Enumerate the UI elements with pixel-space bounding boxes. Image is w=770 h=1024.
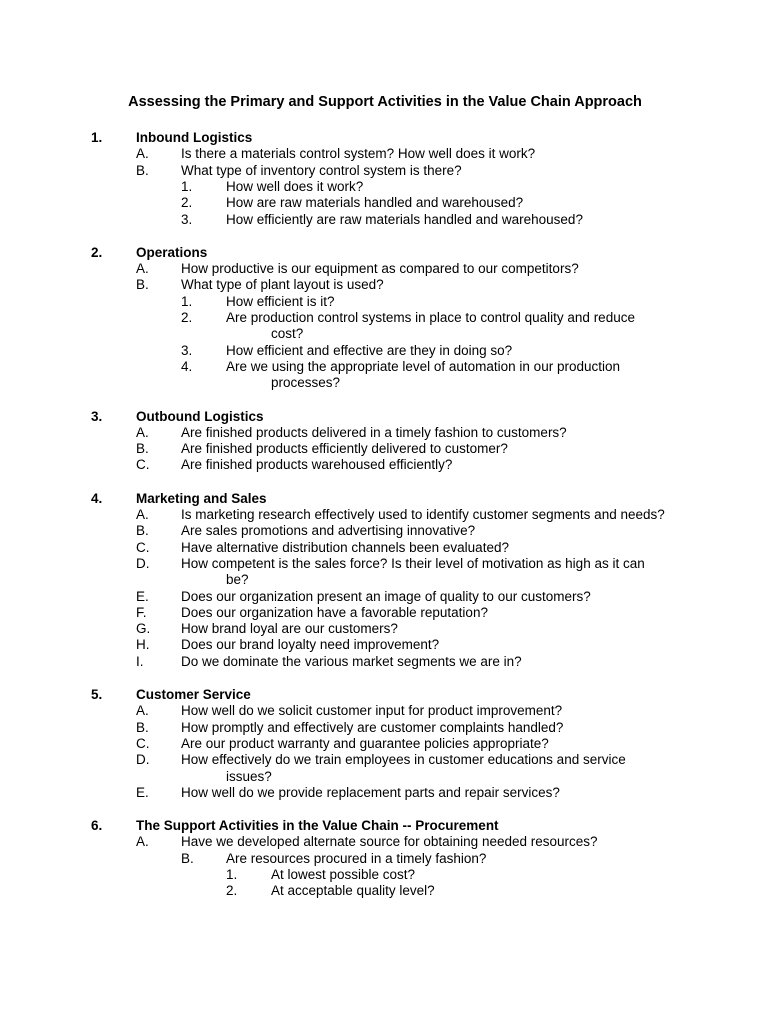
question-item-marker: B. xyxy=(136,719,149,735)
question-item-text: How productive is our equipment as compared to our competitors? xyxy=(181,261,579,277)
question-item-text: What type of plant layout is used? xyxy=(181,277,384,293)
question-item-marker: I. xyxy=(136,653,144,669)
question-item-text: Do we dominate the various market segments we are in? xyxy=(181,653,522,669)
question-item-marker: A. xyxy=(136,507,149,522)
question-item-text: Have alternative distribution channels been evaluated? xyxy=(181,539,509,555)
question-item-text-continued: issues? xyxy=(226,768,272,784)
sub-item-text: Are production control systems in place to control quality and reduce xyxy=(226,310,635,325)
sub-item-text: How are raw materials handled and warehoused? xyxy=(226,195,524,211)
sub-item-text-continued: cost? xyxy=(271,326,304,342)
sub-item-text: How efficient is it? xyxy=(226,293,335,309)
question-item-text: Are our product warranty and guarantee policies appropriate? xyxy=(181,735,549,751)
question-item-text: Is marketing research effectively used to identify customer segments and needs? xyxy=(181,507,665,522)
section-number: 5. xyxy=(91,687,103,702)
sub-item-marker: B. xyxy=(181,850,194,866)
sub-item-marker: 3. xyxy=(181,211,193,227)
sub-item-text: Are we using the appropriate level of automation in our production xyxy=(226,358,620,374)
section-number: 4. xyxy=(91,490,103,506)
question-item-text: How well do we provide replacement parts and repair services? xyxy=(181,784,560,800)
question-item-marker: B. xyxy=(136,277,149,293)
sub-item-text: How efficient and effective are they in doing so? xyxy=(226,342,513,358)
question-item-marker: E. xyxy=(136,588,149,604)
section-heading: Inbound Logistics xyxy=(136,130,253,145)
question-item-marker: F. xyxy=(136,604,147,620)
question-item-text-continued: be? xyxy=(226,572,249,588)
question-item-marker: C. xyxy=(136,457,150,473)
sub-item-marker: 3. xyxy=(181,342,193,358)
question-item-text: Does our organization present an image of quality to our customers? xyxy=(181,588,591,604)
question-item-marker: B. xyxy=(136,523,149,539)
section-number: 1. xyxy=(91,130,103,145)
sub-item-marker: 2. xyxy=(226,883,238,899)
section-heading: Operations xyxy=(136,244,208,260)
question-item-text: How competent is the sales force? Is their level of motivation as high as it can xyxy=(181,555,645,571)
page-title: Assessing the Primary and Support Activities in the Value Chain Approach xyxy=(128,94,642,110)
question-item-marker: E. xyxy=(136,784,149,800)
sub-item-marker: 1. xyxy=(226,867,238,882)
question-item-text: Does our organization have a favorable reputation? xyxy=(181,604,488,620)
question-item-marker: A. xyxy=(136,261,149,277)
section-number: 6. xyxy=(91,818,103,834)
question-item-text: Are finished products warehoused efficiently? xyxy=(181,457,453,473)
question-item-marker: B. xyxy=(136,441,149,457)
sub-item-marker: 1. xyxy=(181,178,193,194)
sub-item-marker: 2. xyxy=(181,195,193,211)
question-item-marker: B. xyxy=(136,162,149,178)
section-heading: Marketing and Sales xyxy=(136,490,267,506)
sub-item-text: Are resources procured in a timely fashion? xyxy=(226,850,487,866)
sub-item-text: How efficiently are raw materials handled and warehoused? xyxy=(226,211,583,227)
sub-item-marker: 2. xyxy=(181,310,193,325)
question-item-marker: D. xyxy=(136,752,150,768)
question-item-text: How brand loyal are our customers? xyxy=(181,621,398,637)
question-item-text: How promptly and effectively are customer complaints handled? xyxy=(181,719,564,735)
question-item-text: What type of inventory control system is there? xyxy=(181,162,462,178)
sub-item-text: How well does it work? xyxy=(226,178,364,194)
sub-item-marker: 4. xyxy=(181,358,193,374)
question-item-marker: A. xyxy=(136,146,149,162)
question-item-text: Have we developed alternate source for obtaining needed resources? xyxy=(181,834,598,850)
sub-item-text-continued: processes? xyxy=(271,375,341,391)
sub-item-marker: 1. xyxy=(181,293,193,309)
question-item-text: Are sales promotions and advertising innovative? xyxy=(181,523,476,539)
question-item-text: Are finished products efficiently delivered to customer? xyxy=(181,441,508,457)
question-item-marker: H. xyxy=(136,637,150,653)
section-number: 2. xyxy=(91,244,103,260)
question-item-marker: A. xyxy=(136,703,149,719)
section-heading: Outbound Logistics xyxy=(136,408,264,424)
question-item-marker: C. xyxy=(136,735,150,751)
section-number: 3. xyxy=(91,408,103,424)
question-item-text: How well do we solicit customer input for product improvement? xyxy=(181,703,563,719)
question-item-marker: D. xyxy=(136,555,150,571)
question-item-marker: C. xyxy=(136,539,150,555)
question-item-text: Is there a materials control system? How well does it work? xyxy=(181,146,536,162)
question-item-text: Does our brand loyalty need improvement? xyxy=(181,637,440,653)
sub-item-text: At lowest possible cost? xyxy=(271,867,416,882)
question-item-marker: A. xyxy=(136,424,149,440)
section-heading: Customer Service xyxy=(136,687,251,702)
question-item-text: How effectively do we train employees in customer educations and service xyxy=(181,752,626,768)
question-item-marker: G. xyxy=(136,621,151,637)
question-item-text: Are finished products delivered in a timely fashion to customers? xyxy=(181,424,567,440)
sub-item-text: At acceptable quality level? xyxy=(271,883,435,899)
section-heading: The Support Activities in the Value Chain -- Procurement xyxy=(136,818,499,834)
question-item-marker: A. xyxy=(136,834,149,850)
